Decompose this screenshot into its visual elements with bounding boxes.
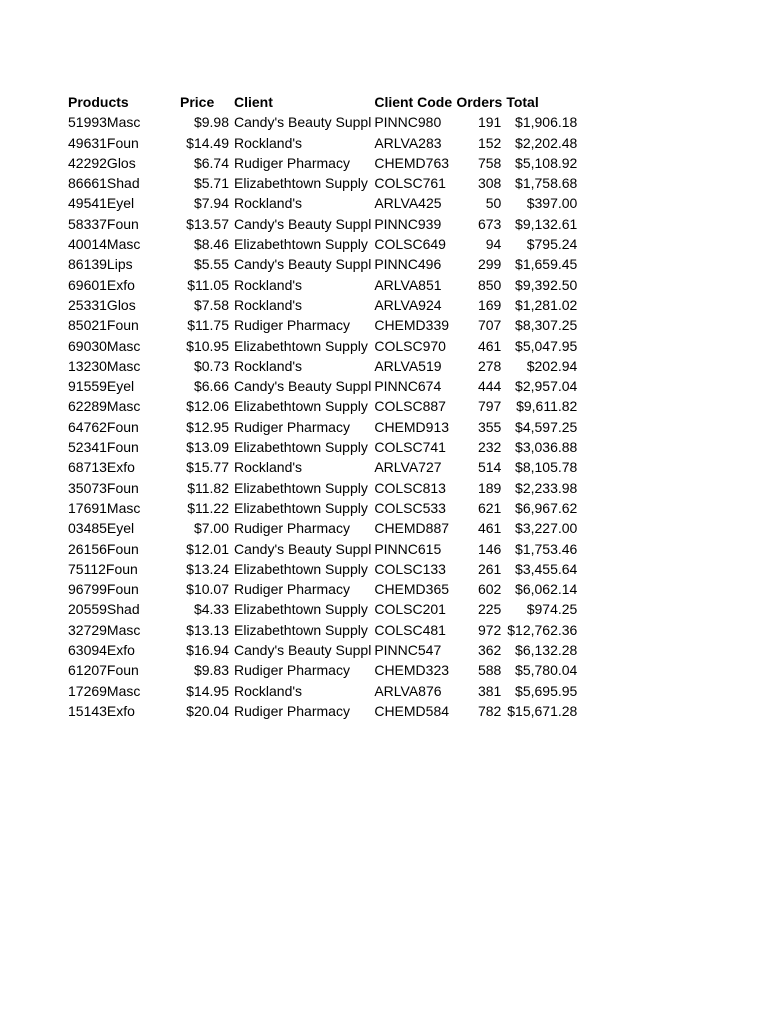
price-cell: $14.49: [186, 134, 229, 151]
total-cell: $1,281.02: [515, 296, 578, 313]
price-cell: $4.33: [193, 601, 229, 618]
table-row: [65, 295, 579, 315]
table-row: [65, 559, 579, 579]
orders-cell: 588: [477, 662, 502, 679]
client-code-cell: COLSC887: [374, 398, 446, 415]
total-cell: $3,036.88: [515, 439, 578, 456]
client-cell: Elizabethtown Supply: [234, 560, 368, 577]
client-code-cell: COLSC741: [374, 439, 446, 456]
price-cell: $10.95: [186, 337, 229, 354]
price-cell: $13.24: [186, 560, 229, 577]
price-cell: $7.00: [193, 520, 229, 537]
client-cell: Elizabethtown Supply: [234, 601, 368, 618]
price-cell: $11.05: [187, 276, 229, 293]
orders-cell: 189: [477, 479, 502, 496]
client-cell: Elizabethtown Supply: [234, 479, 368, 496]
orders-cell: 621: [477, 499, 502, 516]
table-row: [65, 275, 579, 295]
table-row: [65, 457, 579, 477]
client-code-cell: CHEMD365: [374, 581, 450, 598]
total-cell: $8,307.25: [515, 317, 578, 334]
orders-cell: 146: [477, 540, 502, 557]
total-cell: $9,611.82: [516, 398, 578, 415]
product-cell: 69030Masc: [68, 337, 141, 354]
client-code-cell: COLSC649: [374, 236, 446, 253]
total-cell: $1,659.45: [515, 256, 578, 273]
total-cell: $5,780.04: [515, 662, 578, 679]
table-row: [65, 478, 579, 498]
price-cell: $10.07: [186, 581, 229, 598]
table-row: [65, 539, 579, 559]
table-row: [65, 620, 579, 640]
total-cell: $202.94: [526, 357, 578, 374]
client-code-cell: CHEMD339: [374, 317, 450, 334]
total-cell: $2,957.04: [515, 378, 578, 395]
client-code-cell: PINNC674: [374, 378, 442, 395]
orders-cell: 94: [485, 236, 502, 253]
header-row: [65, 92, 579, 112]
orders-cell: 308: [477, 175, 502, 192]
product-cell: 15143Exfo: [68, 702, 135, 719]
price-cell: $13.57: [186, 215, 229, 232]
client-cell: Rockland's: [234, 276, 303, 293]
price-cell: $20.04: [186, 702, 229, 719]
client-cell: Rudiger Pharmacy: [234, 662, 350, 679]
table-row: [65, 234, 579, 254]
client-cell: Elizabethtown Supply: [234, 175, 368, 192]
table-row: [65, 437, 579, 457]
table-row: [65, 193, 579, 213]
table-row: [65, 173, 579, 193]
price-cell: $5.71: [193, 175, 229, 192]
total-cell: $1,758.68: [515, 175, 578, 192]
orders-cell: 381: [477, 682, 502, 699]
client-code-cell: COLSC970: [374, 337, 446, 354]
price-cell: $5.55: [193, 256, 229, 273]
product-cell: 13230Masc: [68, 357, 141, 374]
product-cell: 51993Masc: [68, 114, 141, 131]
client-cell: Rudiger Pharmacy: [234, 581, 350, 598]
client-code-cell: CHEMD763: [374, 154, 450, 171]
orders-cell: 461: [477, 337, 502, 354]
orders-cell: 169: [477, 296, 502, 313]
product-cell: 17269Masc: [68, 682, 141, 699]
client-code-cell: PINNC980: [374, 114, 442, 131]
client-code-cell: ARLVA851: [374, 276, 442, 293]
client-cell: Candy's Beauty Suppl: [234, 642, 372, 659]
price-cell: $9.83: [193, 662, 229, 679]
client-code-cell: ARLVA519: [374, 357, 442, 374]
client-cell: Elizabethtown Supply: [234, 337, 368, 354]
orders-cell: 355: [477, 418, 502, 435]
client-cell: Elizabethtown Supply: [234, 398, 368, 415]
client-code-cell: ARLVA283: [374, 134, 442, 151]
client-code-cell: PINNC547: [374, 642, 442, 659]
price-cell: $7.94: [193, 195, 229, 212]
orders-cell: 797: [477, 398, 502, 415]
total-cell: $6,132.28: [515, 642, 578, 659]
orders-cell: 461: [477, 520, 502, 537]
total-cell: $5,695.95: [515, 682, 578, 699]
table-row: [65, 153, 579, 173]
table-row: [65, 518, 579, 538]
product-cell: 75112Foun: [68, 560, 138, 577]
client-code-cell: COLSC201: [374, 601, 446, 618]
client-code-cell: ARLVA727: [374, 459, 442, 476]
orders-cell: 673: [477, 215, 502, 232]
client-cell: Elizabethtown Supply: [234, 621, 368, 638]
table-row: [65, 660, 579, 680]
price-cell: $13.09: [186, 439, 229, 456]
client-cell: Elizabethtown Supply: [234, 499, 368, 516]
total-cell: $15,671.28: [507, 702, 578, 719]
client-code-cell: COLSC813: [374, 479, 446, 496]
orders-cell: 362: [477, 642, 502, 659]
table-row: [65, 396, 579, 416]
total-cell: $795.24: [526, 236, 578, 253]
total-cell: $8,105.78: [515, 459, 578, 476]
price-cell: $0.73: [193, 357, 229, 374]
total-cell: $5,047.95: [515, 337, 578, 354]
table-row: [65, 214, 579, 234]
product-cell: 03485Eyel: [68, 520, 135, 537]
client-code-cell: COLSC133: [374, 560, 446, 577]
orders-cell: 299: [477, 256, 502, 273]
product-cell: 42292Glos: [68, 154, 136, 171]
client-cell: Candy's Beauty Suppl: [234, 378, 372, 395]
total-cell: $3,227.00: [515, 520, 578, 537]
product-cell: 86661Shad: [68, 175, 140, 192]
client-code-cell: CHEMD887: [374, 520, 450, 537]
client-cell: Rockland's: [234, 682, 303, 699]
product-cell: 49631Foun: [68, 134, 139, 151]
client-cell: Elizabethtown Supply: [234, 236, 368, 253]
price-cell: $6.66: [193, 378, 229, 395]
price-cell: $12.01: [186, 540, 229, 557]
table-row: [65, 681, 579, 701]
product-cell: 61207Foun: [68, 662, 139, 679]
orders-cell: 972: [477, 621, 502, 638]
client-code-cell: CHEMD323: [374, 662, 450, 679]
header-client: Client: [234, 94, 273, 110]
product-cell: 49541Eyel: [68, 195, 135, 212]
orders-cell: 850: [477, 276, 502, 293]
client-cell: Rudiger Pharmacy: [234, 418, 350, 435]
price-cell: $8.46: [193, 236, 229, 253]
client-code-cell: CHEMD584: [374, 702, 450, 719]
client-code-cell: PINNC615: [374, 540, 442, 557]
header-price: Price: [180, 94, 215, 110]
product-cell: 69601Exfo: [68, 276, 135, 293]
total-cell: $2,233.98: [515, 479, 578, 496]
orders-cell: 50: [485, 195, 502, 212]
client-cell: Candy's Beauty Suppl: [234, 540, 372, 557]
orders-cell: 152: [477, 134, 502, 151]
price-cell: $16.94: [186, 642, 229, 659]
total-cell: $9,392.50: [515, 276, 578, 293]
table-row: [65, 376, 579, 396]
orders-cell: 782: [477, 702, 502, 719]
product-cell: 96799Foun: [68, 581, 139, 598]
price-cell: $11.82: [187, 479, 229, 496]
table-row: [65, 599, 579, 619]
total-cell: $1,906.18: [515, 114, 578, 131]
price-cell: $9.98: [193, 114, 229, 131]
client-code-cell: ARLVA876: [374, 682, 442, 699]
price-cell: $11.22: [187, 499, 229, 516]
orders-cell: 758: [477, 154, 502, 171]
table-body: [65, 112, 579, 721]
client-code-cell: CHEMD913: [374, 418, 450, 435]
product-cell: 25331Glos: [68, 296, 136, 313]
orders-cell: 444: [477, 378, 502, 395]
total-cell: $6,967.62: [515, 499, 578, 516]
total-cell: $397.00: [526, 195, 578, 212]
client-cell: Rockland's: [234, 195, 303, 212]
table-row: [65, 498, 579, 518]
price-cell: $13.13: [186, 621, 229, 638]
client-cell: Candy's Beauty Suppl: [234, 114, 372, 131]
product-cell: 86139Lips: [68, 256, 133, 273]
price-cell: $14.95: [186, 682, 229, 699]
table-row: [65, 579, 579, 599]
orders-cell: 514: [477, 459, 502, 476]
total-cell: $2,202.48: [515, 134, 578, 151]
client-cell: Rudiger Pharmacy: [234, 317, 350, 334]
orders-cell: 261: [477, 560, 502, 577]
header-orders: Orders: [456, 94, 503, 110]
table-row: [65, 356, 579, 376]
price-cell: $12.06: [186, 398, 229, 415]
table-row: [65, 254, 579, 274]
price-cell: $6.74: [193, 154, 229, 171]
client-cell: Rudiger Pharmacy: [234, 702, 350, 719]
table-row: [65, 315, 579, 335]
client-cell: Elizabethtown Supply: [234, 439, 368, 456]
table-row: [65, 417, 579, 437]
total-cell: $12,762.36: [507, 621, 578, 638]
client-cell: Rockland's: [234, 459, 303, 476]
total-cell: $6,062.14: [515, 581, 578, 598]
client-cell: Rockland's: [234, 296, 303, 313]
client-code-cell: PINNC939: [374, 215, 442, 232]
client-cell: Rudiger Pharmacy: [234, 520, 350, 537]
product-cell: 17691Masc: [68, 499, 141, 516]
product-cell: 91559Eyel: [68, 378, 135, 395]
client-cell: Rockland's: [234, 134, 303, 151]
orders-cell: 602: [477, 581, 502, 598]
orders-cell: 232: [477, 439, 502, 456]
table-row: [65, 640, 579, 660]
client-code-cell: ARLVA924: [374, 296, 442, 313]
client-cell: Candy's Beauty Suppl: [234, 256, 372, 273]
product-cell: 64762Foun: [68, 418, 139, 435]
product-cell: 26156Foun: [68, 540, 139, 557]
client-cell: Rudiger Pharmacy: [234, 154, 350, 171]
orders-table: [65, 92, 579, 721]
table-row: [65, 133, 579, 153]
product-cell: 58337Foun: [68, 215, 139, 232]
client-code-cell: ARLVA425: [374, 195, 442, 212]
price-cell: $12.95: [186, 418, 229, 435]
product-cell: 20559Shad: [68, 601, 140, 618]
orders-cell: 191: [477, 114, 502, 131]
total-cell: $974.25: [526, 601, 578, 618]
client-code-cell: COLSC481: [374, 621, 446, 638]
client-cell: Rockland's: [234, 357, 303, 374]
table-row: [65, 336, 579, 356]
client-code-cell: COLSC761: [374, 175, 446, 192]
orders-cell: 278: [477, 357, 502, 374]
product-cell: 40014Masc: [68, 236, 141, 253]
table-row: [65, 701, 579, 721]
total-cell: $9,132.61: [515, 215, 578, 232]
product-cell: 35073Foun: [68, 479, 139, 496]
product-cell: 85021Foun: [68, 317, 139, 334]
product-cell: 68713Exfo: [68, 459, 135, 476]
product-cell: 63094Exfo: [68, 642, 135, 659]
table-row: [65, 112, 579, 132]
total-cell: $4,597.25: [515, 418, 578, 435]
total-cell: $5,108.92: [515, 154, 578, 171]
product-cell: 52341Foun: [68, 439, 139, 456]
orders-cell: 707: [477, 317, 502, 334]
header-client-code: Client Code: [374, 94, 453, 110]
total-cell: $3,455.64: [515, 560, 578, 577]
price-cell: $11.75: [187, 317, 229, 334]
product-cell: 32729Masc: [68, 621, 141, 638]
total-cell: $1,753.46: [515, 540, 578, 557]
orders-cell: 225: [477, 601, 502, 618]
price-cell: $7.58: [193, 296, 229, 313]
product-cell: 62289Masc: [68, 398, 141, 415]
client-cell: Candy's Beauty Suppl: [234, 215, 372, 232]
client-code-cell: PINNC496: [374, 256, 442, 273]
client-code-cell: COLSC533: [374, 499, 446, 516]
header-total: Total: [506, 94, 539, 110]
header-products: Products: [68, 94, 129, 110]
price-cell: $15.77: [186, 459, 229, 476]
